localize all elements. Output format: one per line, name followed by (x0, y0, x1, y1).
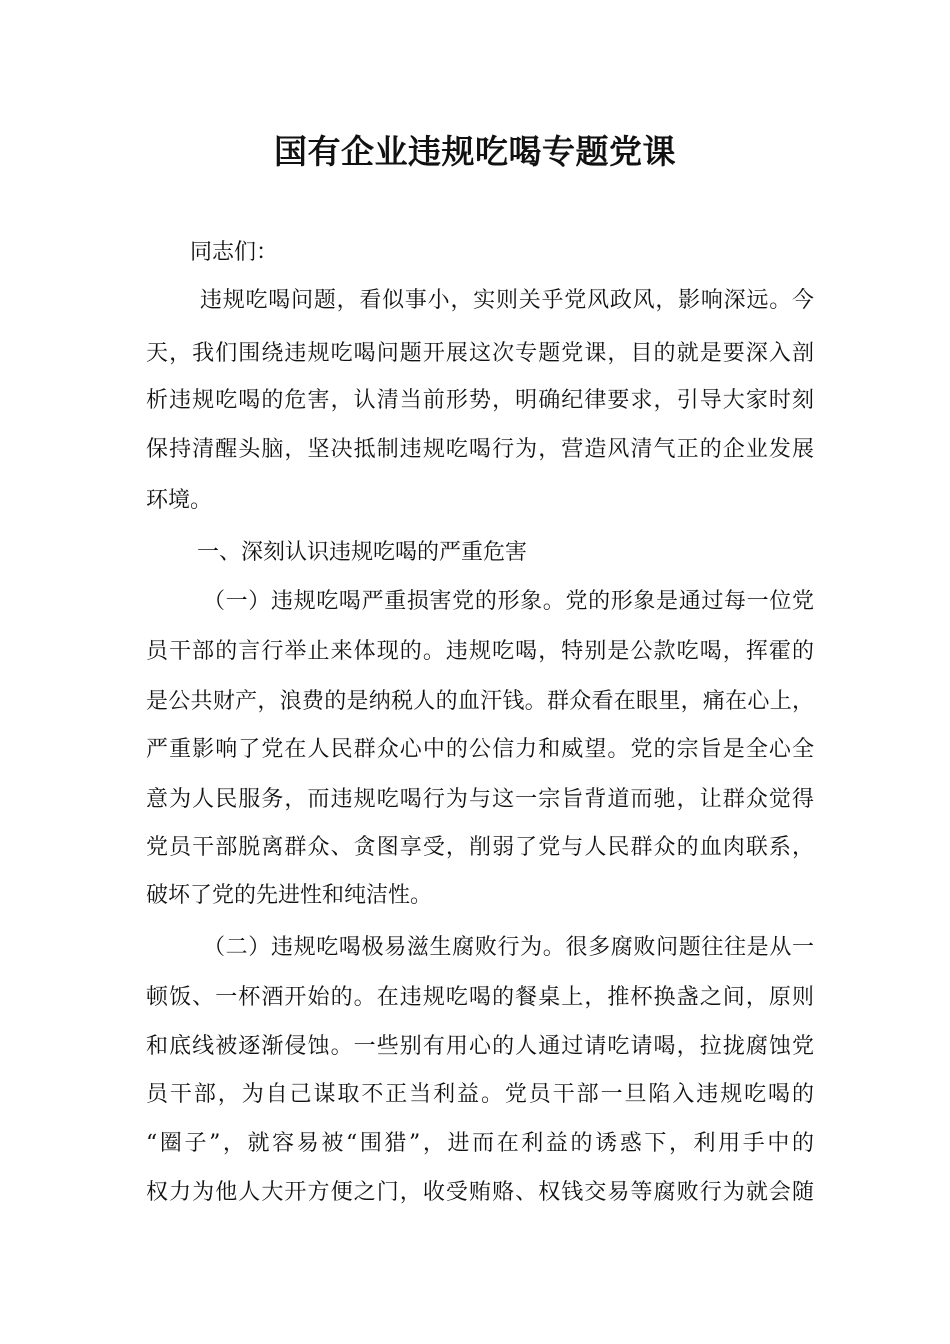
intro-line: 保持清醒头脑，坚决抵制违规吃喝行为，营造风清气正的企业发展 (146, 437, 814, 462)
subsection-line: 权力为他人大开方便之门，收受贿赂、权钱交易等腐败行为就会随 (146, 1180, 814, 1205)
document-title: 国有企业违规吃喝专题党课 (274, 132, 676, 171)
subsection-line: （一）违规吃喝严重损害党的形象。党的形象是通过每一位党 (203, 589, 814, 614)
subsection-line: 和底线被逐渐侵蚀。一些别有用心的人通过请吃请喝，拉拢腐蚀党 (146, 1034, 814, 1059)
subsection-line: （二）违规吃喝极易滋生腐败行为。很多腐败问题往往是从一 (203, 935, 814, 960)
intro-line: 环境。 (146, 488, 213, 513)
intro-line: 析违规吃喝的危害，认清当前形势，明确纪律要求，引导大家时刻 (146, 388, 814, 413)
section-heading: 一、深刻认识违规吃喝的严重危害 (197, 540, 528, 565)
subsection-line: 党员干部脱离群众、贪图享受，削弱了党与人民群众的血肉联系， (146, 835, 814, 860)
subsection-line: “圈子”，就容易被“围猎”，进而在利益的诱惑下，利用手中的 (146, 1131, 814, 1156)
subsection-line: 意为人民服务，而违规吃喝行为与这一宗旨背道而驰，让群众觉得 (146, 787, 814, 812)
intro-line: 天，我们围绕违规吃喝问题开展这次专题党课，目的就是要深入剖 (146, 341, 814, 366)
subsection-line: 是公共财产，浪费的是纳税人的血汗钱。群众看在眼里，痛在心上， (146, 689, 814, 714)
subsection-line: 破坏了党的先进性和纯洁性。 (146, 883, 433, 908)
subsection-line: 顿饭、一杯酒开始的。在违规吃喝的餐桌上，推杯换盏之间，原则 (146, 985, 814, 1010)
subsection-line: 员干部，为自己谋取不正当利益。党员干部一旦陷入违规吃喝的 (146, 1082, 814, 1107)
intro-line: 违规吃喝问题，看似事小，实则关乎党风政风，影响深远。今 (200, 288, 814, 313)
salutation: 同志们： (190, 240, 279, 265)
subsection-line: 员干部的言行举止来体现的。违规吃喝，特别是公款吃喝，挥霍的 (146, 639, 814, 664)
subsection-line: 严重影响了党在人民群众心中的公信力和威望。党的宗旨是全心全 (146, 737, 814, 762)
